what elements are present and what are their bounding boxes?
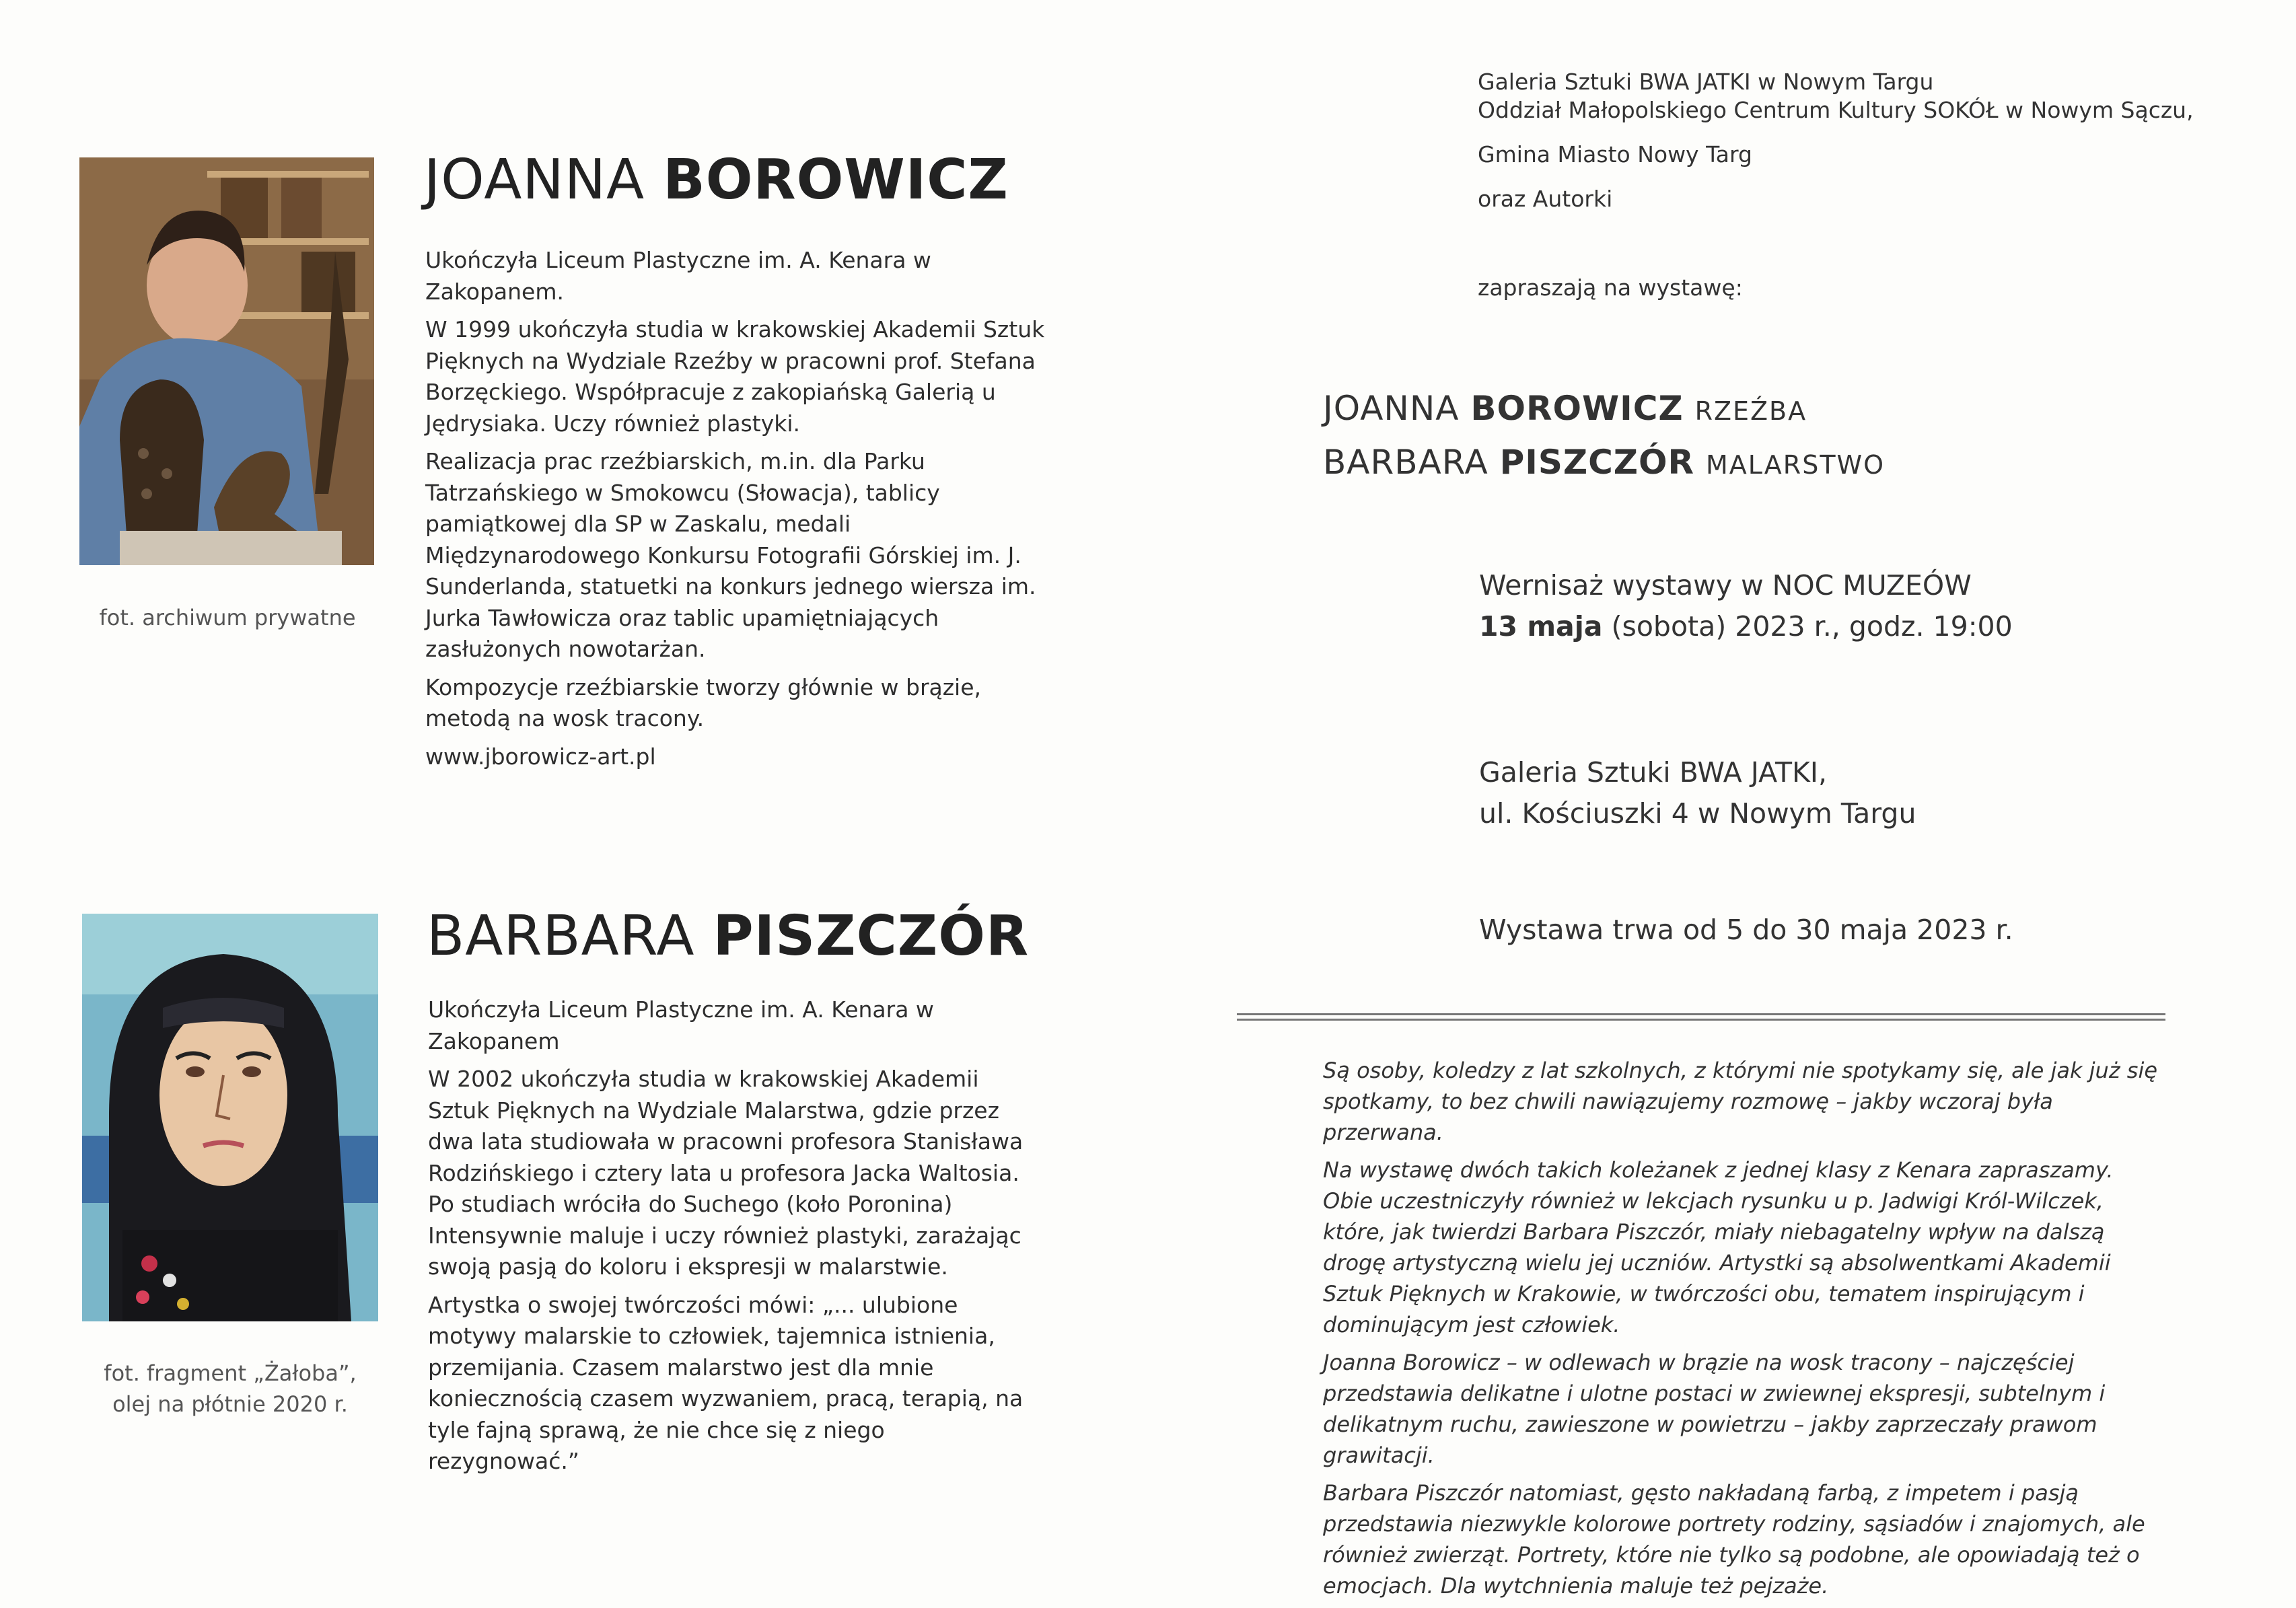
caption-line: fot. fragment „Żałoba”, — [104, 1360, 357, 1386]
vernissage-time: (sobota) 2023 r., godz. 19:00 — [1602, 610, 2013, 643]
bio-paragraph: W 1999 ukończyła studia w krakowskiej Akademii Sztuk Pięknych na Wydziale Rzeźby w pracowni prof. Stefana Borzęckiego. Współpracuje z zakopiańską Galerią u Jędrysiaka. Uczy również plastyki. — [425, 316, 1045, 437]
exhibition-duration: Wystawa trwa od 5 do 30 maja 2023 r. — [1479, 914, 2013, 946]
exhibitor-joanna — [1323, 389, 1807, 428]
joanna-borowicz-photo — [79, 157, 374, 565]
exhibitor-first-name: JOANNA — [1323, 389, 1460, 428]
venue-address: ul. Kościuszki 4 w Nowym Targu — [1479, 797, 1916, 830]
invite-text: zapraszają na wystawę: — [1478, 275, 1743, 301]
vernissage-date — [1479, 606, 2013, 647]
bio-paragraph: W 2002 ukończyła studia w krakowskiej Akademii Sztuk Pięknych na Wydziale Malarstwa, gdzie przez dwa lata studiowała w pracowni profesora Stanisława Rodzińskiego i cztery lata u profesora Jacka Waltosia. Po studiach wróciła do Suchego (koło Poronina) Intensywnie maluje i uczy również plastyki, zarażając swoją pasją do koloru i ekspresji w malarstwie. — [428, 1066, 1024, 1280]
barbara-piszczor-painting — [82, 914, 378, 1321]
exhibitor-discipline: MALARSTWO — [1705, 450, 1886, 480]
bio-paragraph: Ukończyła Liceum Plastyczne im. A. Kenara w Zakopanem — [428, 996, 934, 1054]
organizer-line: Galeria Sztuki BWA JATKI w Nowym Targu — [1478, 69, 1934, 95]
caption-line: olej na płótnie 2020 r. — [112, 1391, 348, 1417]
bio-paragraph: Ukończyła Liceum Plastyczne im. A. Kenara w Zakopanem. — [425, 247, 931, 305]
barbara-piszczor-heading — [427, 904, 1029, 968]
organizer-line: Gmina Miasto Nowy Targ — [1478, 141, 1752, 168]
website-link[interactable]: www.jborowicz-art.pl — [425, 743, 656, 770]
organizer-line: oraz Autorki — [1478, 186, 1613, 212]
essay-paragraph: Na wystawę dwóch takich koleżanek z jednej klasy z Kenara zapraszamy. Obie uczestniczyły również w lekcjach rysunku u p. Jadwigi Król-Wilczek, które, jak twierdzi Barbara Piszczór, miały niebagatelny wpływ na dalszą drogę artystyczną wielu jej uczniów. Artystki są absolwentkami Akademii Sztuk Pięknych w Krakowie, w twórczości obu, tematem inspirującym i dominującym jest człowiek. — [1323, 1157, 2114, 1338]
joanna-photo-caption: fot. archiwum prywatne — [99, 605, 356, 630]
bio-paragraph: Kompozycje rzeźbiarskie tworzy głównie w brązie, metodą na wosk tracony. — [425, 673, 982, 731]
essay-paragraph: Barbara Piszczór natomiast, gęsto nakładaną farbą, z impetem i pasją przedstawia niezwykle kolorowe portrety rodziny, sąsiadów i znajomych, ale również zwierząt. Portrety, które nie tylko są podobne, ale opowiadają też o emocjach. Dla wytchnienia maluje też pejzaże. — [1323, 1480, 2145, 1599]
organizer-line: Oddział Małopolskiego Centrum Kultury SOKÓŁ w Nowym Sączu, — [1478, 97, 2194, 123]
exhibitor-discipline: RZEŹBA — [1694, 396, 1807, 426]
joanna-biography — [425, 245, 1058, 779]
venue-name: Galeria Sztuki BWA JATKI, — [1479, 756, 1828, 789]
first-name: JOANNA — [424, 148, 645, 212]
last-name: PISZCZÓR — [713, 904, 1030, 968]
venue-info — [1479, 752, 1916, 834]
bio-paragraph: Realizacja prac rzeźbiarskich, m.in. dla Parku Tatrzańskiego w Smokowcu (Słowacja), tablicy pamiątkowej dla SP w Zaskalu, medali Międzynarodowego Konkursu Fotografii Górskiej im. J. Sunderlanda, statuetki na konkurs jednego wiersza im. Jurka Tawłowicza oraz tablic upamiętniających zasłużonych nowotarżan. — [425, 448, 1036, 662]
essay-paragraph: Joanna Borowicz – w odlewach w brązie na wosk tracony – najczęściej przedstawia delikatne i ulotne postaci w zwiewnej ekspresji, subtelnym i delikatnym ruchu, zawieszone w powietrzu – jakby zaprzeczały prawom grawitacji. — [1323, 1350, 2106, 1468]
essay-paragraph: Są osoby, koledzy z lat szkolnych, z którymi nie spotykamy się, ale jak już się spotkamy, to bez chwili nawiązujemy rozmowę – jakby wczoraj była przerwana. — [1323, 1058, 2158, 1145]
last-name: BOROWICZ — [663, 148, 1009, 212]
exhibitor-barbara — [1323, 443, 1885, 482]
exhibition-essay — [1323, 1055, 2164, 1608]
first-name: BARBARA — [427, 904, 695, 968]
vernissage-day: 13 maja — [1479, 610, 1603, 643]
barbara-biography — [428, 994, 1034, 1484]
divider-bottom — [1237, 1019, 2165, 1021]
vernissage-title: Wernisaż wystawy w NOC MUZEÓW — [1479, 569, 1972, 601]
exhibitor-first-name: BARBARA — [1323, 443, 1488, 482]
joanna-borowicz-heading — [424, 148, 1009, 212]
painting-caption — [67, 1358, 393, 1420]
exhibitor-last-name: BOROWICZ — [1470, 389, 1684, 428]
exhibitor-last-name: PISZCZÓR — [1499, 443, 1695, 482]
bio-paragraph: Artystka o swojej twórczości mówi: „... ulubione motywy malarskie to człowiek, tajemnica istnienia, przemijania. Czasem malarstwo jest dla mnie koniecznością czasem wyzwaniem, pracą, terapią, na tyle fajną sprawą, że nie chce się z niego rezygnować.” — [428, 1291, 1024, 1474]
vernissage-info — [1479, 565, 2013, 647]
divider-top — [1237, 1013, 2165, 1015]
